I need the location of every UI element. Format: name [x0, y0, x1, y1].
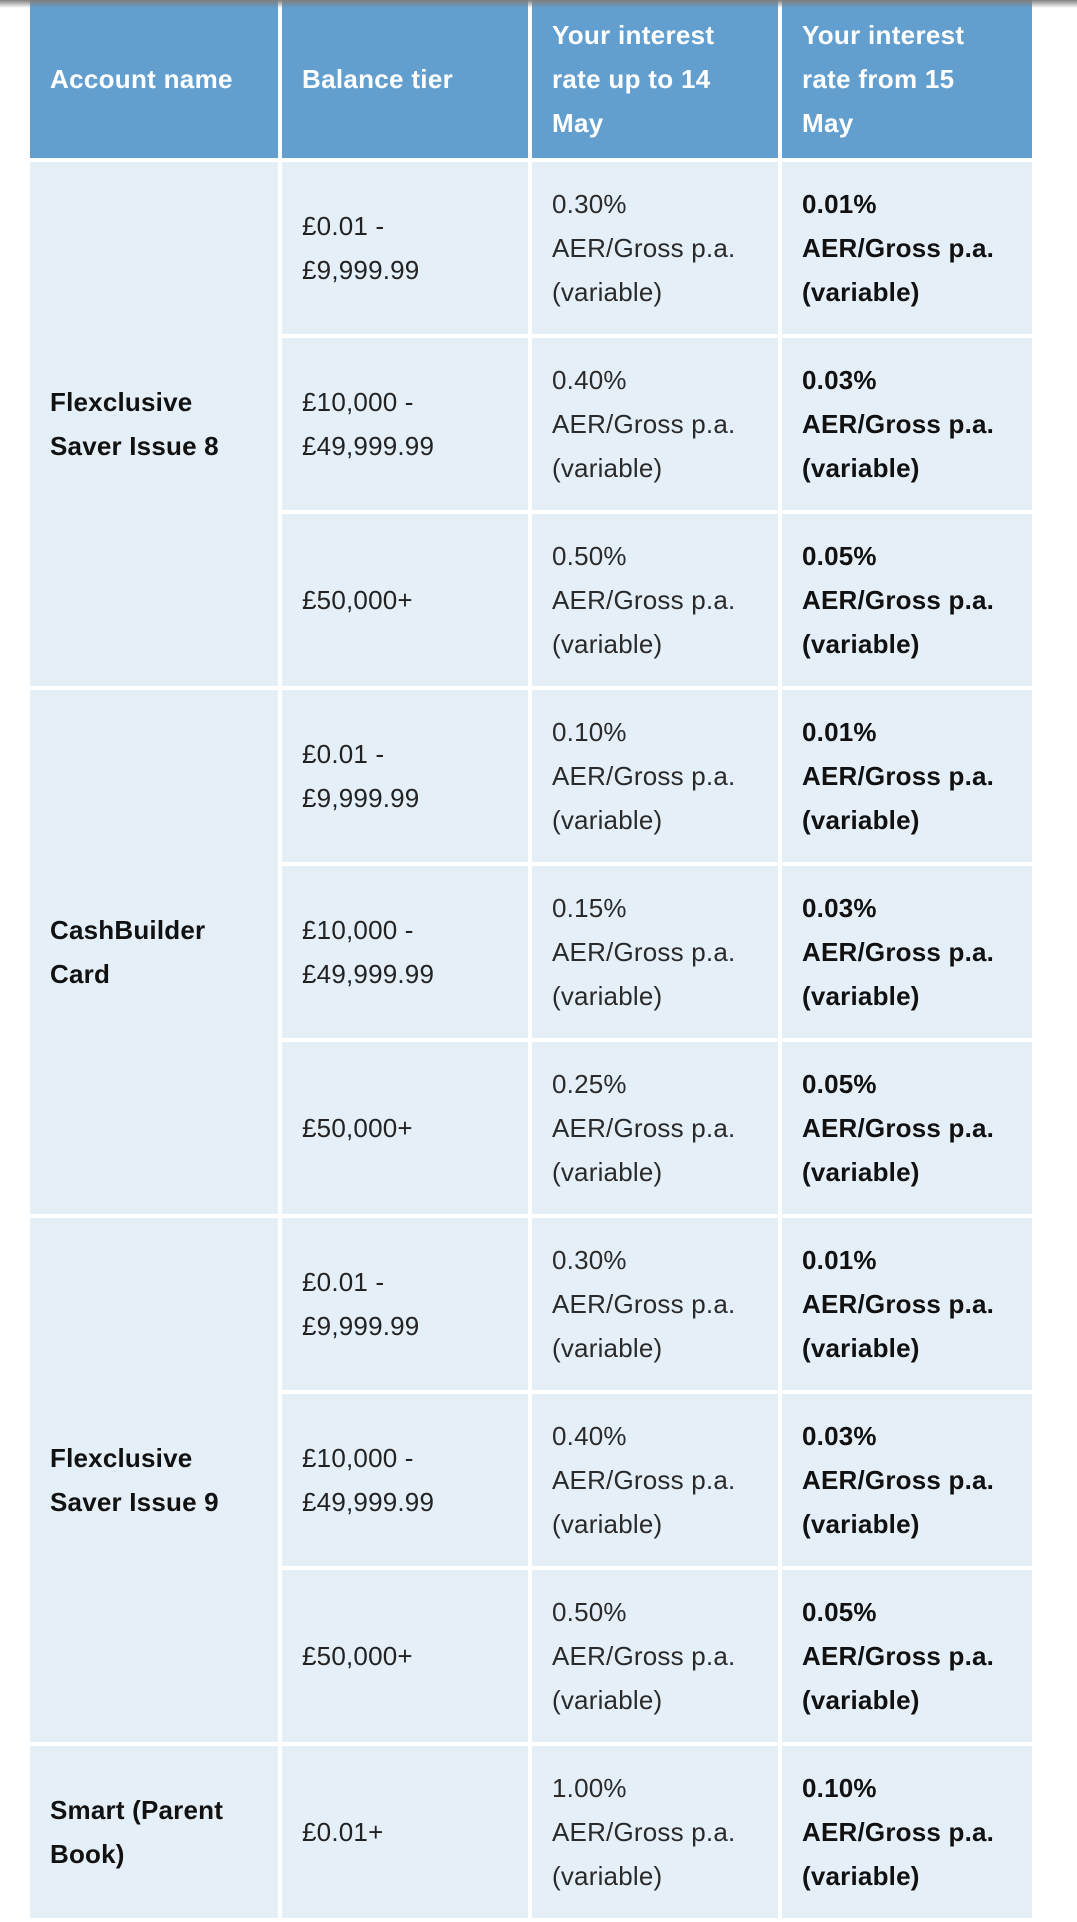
rate-value: 0.01% [802, 189, 877, 219]
table-header-row [30, 0, 1032, 158]
balance-tier-cell: £10,000 - £49,999.99 [282, 338, 528, 510]
rate-value: 0.01% [802, 1245, 877, 1275]
rate-value: 0.10% [552, 717, 627, 747]
rate-value: 0.10% [802, 1773, 877, 1803]
rate-value: 0.25% [552, 1069, 627, 1099]
rate-value: 0.40% [552, 1421, 627, 1451]
rate-note: (variable) [552, 629, 663, 659]
rate-value: 0.03% [802, 893, 877, 923]
rate-value: 0.30% [552, 189, 627, 219]
rate-suffix: AER/Gross p.a. [802, 1817, 995, 1847]
table-row [30, 1746, 1032, 1918]
rate-up-to-14-may-cell [532, 1218, 778, 1390]
rate-note: (variable) [552, 805, 663, 835]
rate-from-15-may-cell [782, 1042, 1032, 1214]
rate-suffix: AER/Gross p.a. [552, 761, 736, 791]
rate-note: (variable) [802, 981, 920, 1011]
rate-up-to-14-may-cell [532, 690, 778, 862]
rate-from-15-may-cell [782, 1746, 1032, 1918]
balance-tier-cell: £10,000 - £49,999.99 [282, 866, 528, 1038]
rate-note: (variable) [802, 1861, 920, 1891]
rate-suffix: AER/Gross p.a. [552, 1817, 736, 1847]
rate-suffix: AER/Gross p.a. [802, 585, 995, 615]
table-body [30, 162, 1032, 1918]
rate-suffix: AER/Gross p.a. [552, 1641, 736, 1671]
rate-suffix: AER/Gross p.a. [802, 233, 995, 263]
header-account-name: Account name [30, 0, 278, 158]
rate-suffix: AER/Gross p.a. [552, 233, 736, 263]
balance-tier-cell: £50,000+ [282, 1042, 528, 1214]
account-name-cell: Flexclusive Saver Issue 8 [30, 162, 278, 686]
rate-up-to-14-may-cell [532, 1746, 778, 1918]
rate-note: (variable) [552, 277, 663, 307]
rate-suffix: AER/Gross p.a. [802, 1465, 995, 1495]
table-row [30, 690, 1032, 862]
rate-up-to-14-may-cell [532, 866, 778, 1038]
rate-suffix: AER/Gross p.a. [802, 1641, 995, 1671]
rate-value: 0.05% [802, 541, 877, 571]
rate-suffix: AER/Gross p.a. [802, 1113, 995, 1143]
rate-up-to-14-may-cell [532, 1042, 778, 1214]
balance-tier-cell: £50,000+ [282, 514, 528, 686]
rate-suffix: AER/Gross p.a. [552, 1289, 736, 1319]
rate-note: (variable) [802, 1333, 920, 1363]
rate-value: 0.03% [802, 1421, 877, 1451]
balance-tier-cell: £0.01 - £9,999.99 [282, 162, 528, 334]
balance-tier-cell: £10,000 - £49,999.99 [282, 1394, 528, 1566]
rate-from-15-may-cell [782, 866, 1032, 1038]
interest-rate-table [26, 0, 1036, 1922]
rate-from-15-may-cell [782, 514, 1032, 686]
rate-up-to-14-may-cell [532, 514, 778, 686]
rate-note: (variable) [552, 1157, 663, 1187]
rate-note: (variable) [552, 453, 663, 483]
rate-note: (variable) [802, 805, 920, 835]
rate-value: 1.00% [552, 1773, 627, 1803]
rate-up-to-14-may-cell [532, 162, 778, 334]
rate-from-15-may-cell [782, 1394, 1032, 1566]
balance-tier-cell: £0.01 - £9,999.99 [282, 690, 528, 862]
rate-note: (variable) [802, 1157, 920, 1187]
rate-from-15-may-cell [782, 1570, 1032, 1742]
top-scroll-shadow [0, 0, 1077, 8]
header-rate-up-to-14-may: Your interest rate up to 14 May [532, 0, 778, 158]
rate-from-15-may-cell [782, 690, 1032, 862]
rate-suffix: AER/Gross p.a. [802, 409, 995, 439]
rate-note: (variable) [552, 1333, 663, 1363]
account-name-cell: Smart (Parent Book) [30, 1746, 278, 1918]
rate-from-15-may-cell [782, 338, 1032, 510]
rate-note: (variable) [802, 1685, 920, 1715]
account-name-cell: Flexclusive Saver Issue 9 [30, 1218, 278, 1742]
header-rate-from-15-may: Your interest rate from 15 May [782, 0, 1032, 158]
rate-value: 0.05% [802, 1597, 877, 1627]
rate-from-15-may-cell [782, 162, 1032, 334]
table-row [30, 1218, 1032, 1390]
rate-value: 0.03% [802, 365, 877, 395]
rate-suffix: AER/Gross p.a. [552, 409, 736, 439]
rate-suffix: AER/Gross p.a. [552, 937, 736, 967]
rate-suffix: AER/Gross p.a. [802, 937, 995, 967]
header-balance-tier: Balance tier [282, 0, 528, 158]
rate-value: 0.01% [802, 717, 877, 747]
rate-value: 0.50% [552, 541, 627, 571]
rate-up-to-14-may-cell [532, 338, 778, 510]
rate-suffix: AER/Gross p.a. [802, 1289, 995, 1319]
account-name-cell: CashBuilder Card [30, 690, 278, 1214]
rate-note: (variable) [802, 277, 920, 307]
rate-note: (variable) [802, 453, 920, 483]
rate-note: (variable) [802, 1509, 920, 1539]
rate-note: (variable) [802, 629, 920, 659]
rate-value: 0.50% [552, 1597, 627, 1627]
table-row [30, 162, 1032, 334]
balance-tier-cell: £0.01+ [282, 1746, 528, 1918]
balance-tier-cell: £0.01 - £9,999.99 [282, 1218, 528, 1390]
rate-value: 0.15% [552, 893, 627, 923]
rate-suffix: AER/Gross p.a. [552, 585, 736, 615]
rate-suffix: AER/Gross p.a. [802, 761, 995, 791]
rate-note: (variable) [552, 1509, 663, 1539]
rate-up-to-14-may-cell [532, 1570, 778, 1742]
rate-note: (variable) [552, 1685, 663, 1715]
rate-from-15-may-cell [782, 1218, 1032, 1390]
balance-tier-cell: £50,000+ [282, 1570, 528, 1742]
rate-suffix: AER/Gross p.a. [552, 1465, 736, 1495]
rate-up-to-14-may-cell [532, 1394, 778, 1566]
rate-note: (variable) [552, 1861, 663, 1891]
rate-value: 0.40% [552, 365, 627, 395]
rate-note: (variable) [552, 981, 663, 1011]
rate-value: 0.05% [802, 1069, 877, 1099]
rate-value: 0.30% [552, 1245, 627, 1275]
rate-suffix: AER/Gross p.a. [552, 1113, 736, 1143]
